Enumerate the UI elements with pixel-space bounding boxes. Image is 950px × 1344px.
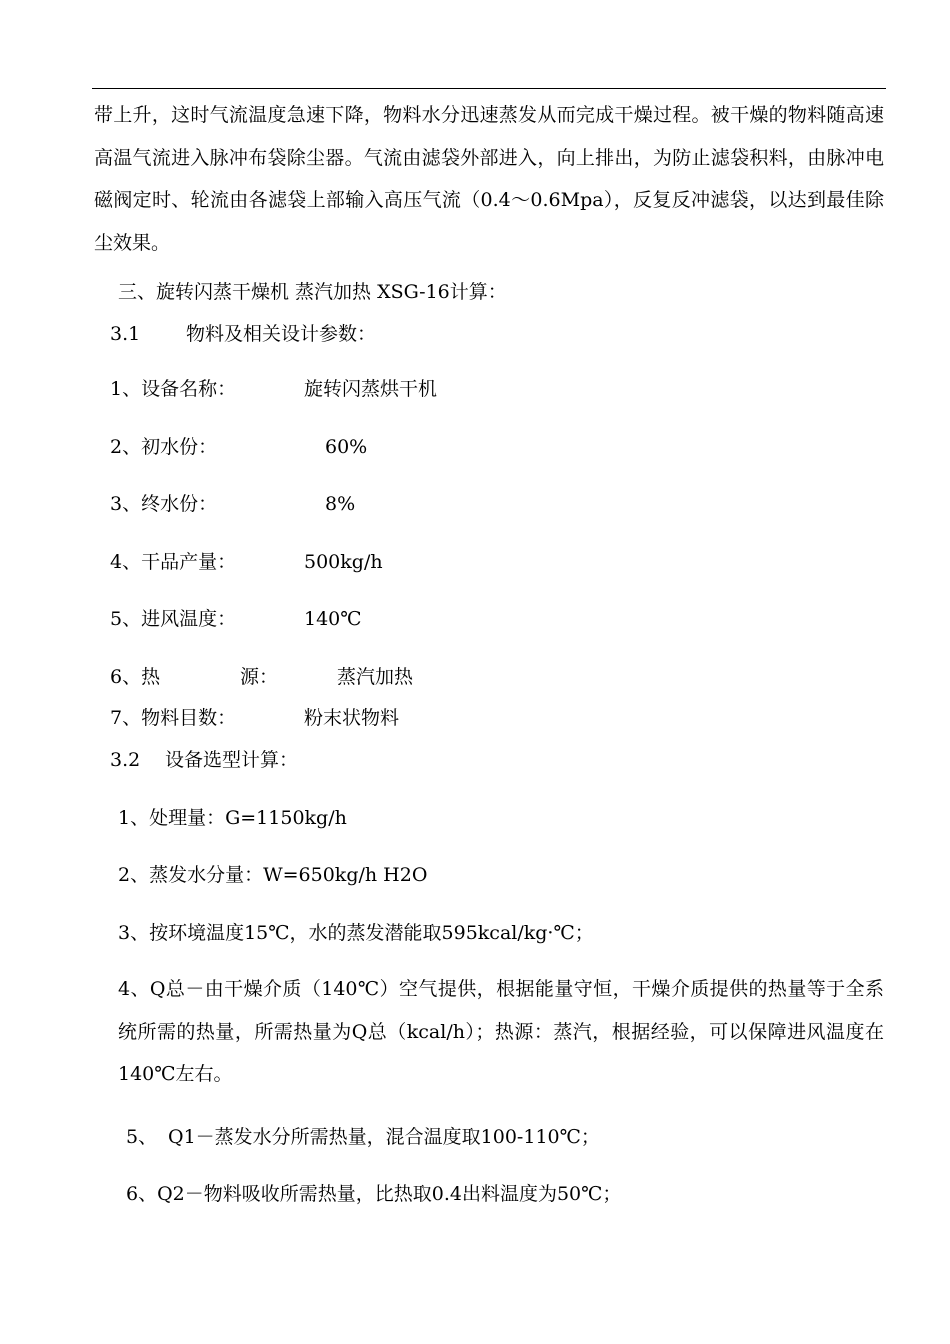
param-label: 3、终水份： <box>110 493 218 515</box>
subsection-3-1-title: 物料及相关设计参数： <box>186 323 377 345</box>
calc-item-number: 5、 <box>126 1126 158 1148</box>
subsection-3-2-title: 设备选型计算： <box>165 749 299 771</box>
param-value: 蒸汽加热 <box>337 666 414 688</box>
calc-item: 3、按环境温度15℃，水的蒸发潜能取595kcal/kg·℃； <box>118 922 594 944</box>
intro-paragraph: 带上升，这时气流温度急速下降，物料水分迅速蒸发从而完成干燥过程。被干燥的物料随高速高温气流进入脉冲布袋除尘器。气流由滤袋外部进入，向上排出，为防止滤袋积料，由脉冲电磁阀定时、轮流由各滤袋上部输入高压气流（0.4～0.6Mpa），反复反冲滤袋，以达到最佳除尘效果。 <box>94 104 884 254</box>
param-label: 6、热 <box>110 666 161 688</box>
param-value: 60% <box>325 436 368 458</box>
param-value: 140℃ <box>304 608 362 630</box>
section-3-title: 三、旋转闪蒸干燥机 蒸汽加热 XSG-16计算： <box>118 281 507 303</box>
param-label: 7、物料目数： <box>110 707 237 729</box>
calc-item: 1、处理量：G=1150kg/h <box>118 807 347 829</box>
subsection-3-2-number: 3.2 <box>110 749 141 771</box>
param-label: 5、进风温度： <box>110 608 237 630</box>
header-rule <box>92 88 886 89</box>
subsection-3-1-number: 3.1 <box>110 323 141 345</box>
param-value: 8% <box>325 493 356 515</box>
calc-item: 2、蒸发水分量：W=650kg/h H2O <box>118 864 428 886</box>
param-value: 500kg/h <box>304 551 383 573</box>
param-label: 4、干品产量： <box>110 551 237 573</box>
calc-item: 6、Q2－物料吸收所需热量，比热取0.4出料温度为50℃； <box>126 1183 622 1205</box>
param-value: 粉末状物料 <box>304 707 400 729</box>
calc-item-paragraph: 4、Q总－由干燥介质（140℃）空气提供，根据能量守恒，干燥介质提供的热量等于全系统所需的热量，所需热量为Q总（kcal/h）；热源：蒸汽，根据经验，可以保障进风温度在140℃左右。 <box>118 978 884 1085</box>
param-label: 源： <box>240 666 279 688</box>
param-label: 1、设备名称： <box>110 378 237 400</box>
param-label: 2、初水份： <box>110 436 218 458</box>
param-value: 旋转闪蒸烘干机 <box>304 378 438 400</box>
calc-item: Q1－蒸发水分所需热量，混合温度取100-110℃； <box>168 1126 600 1148</box>
